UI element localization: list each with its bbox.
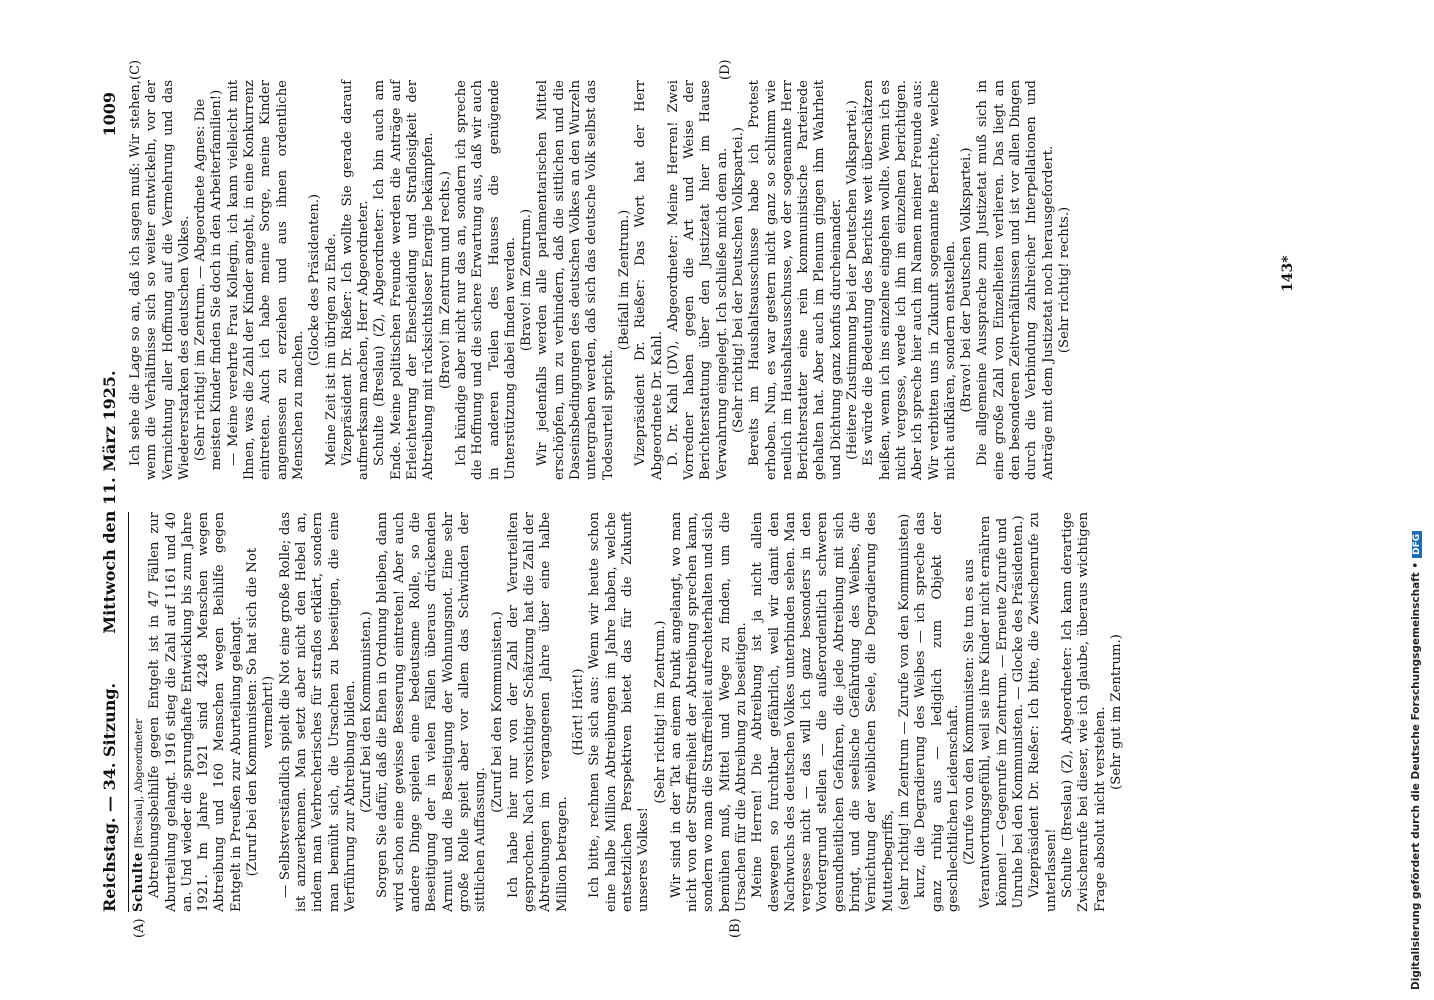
paragraph: Vizepräsident Dr. Rießer: Ich wollte Sie gerade darauf aufmerksam machen, Herr Abgeordneter. (339, 80, 372, 480)
margin-letter-b: (B) (728, 918, 743, 938)
paragraph: (Glocke des Präsidenten.) (307, 193, 323, 367)
left-column-text (147, 512, 1125, 912)
paragraph: — Meine verehrte Frau Kollegin, ich kann vielleicht mit Ihnen, was die Zahl der Kinder angeht, in eine Konkurrenz eintreten. Auch ich habe meine Sorge, meine Kinder angemessen zu erziehen und aus ihnen ordentliche Menschen zu machen. (225, 80, 306, 480)
paragraph: Meine Zeit ist im übrigen zu Ende. (323, 233, 339, 466)
paragraph: (Sehr richtig! im Zentrum. — Abgeordnete Agnes: Die meisten Kinder finden Sie doch in den Arbeiterfamilien!) (193, 89, 225, 471)
digitization-credit (1410, 10, 1430, 990)
paragraph: Vizepräsident Dr. Rießer: Das Wort hat der Herr Abgeordnete Dr. Kahl. (633, 80, 665, 480)
digitization-text: Digitalisierung gefördert durch die Deutsche Forschungsgemeinschaft • (1410, 561, 1422, 990)
paragraph: (Sehr richtig! rechts.) (1056, 206, 1072, 354)
paragraph: Die allgemeine Aussprache zum Justizetat muß sich in eine große Zahl von Einzelheiten verlieren. Das liegt an den besonderen Zeitverhältnissen und ist vor allen Dingen durch die Verbindung zahlreicher Interpellationen und Anträge mit dem Justizetat noch herausgefordert. (975, 80, 1056, 480)
paragraph: Ich bitte, rechnen Sie sich aus: Wenn wir heute schon eine halbe Million Abtreibungen im Jahre haben, welche entsetzlichen Perspektiven bietet das für die Zukunft unseres Volkes! (587, 512, 652, 912)
running-header (100, 92, 126, 912)
paragraph: (Bravo! im Zentrum.) (519, 208, 535, 352)
paragraph: Wir sind in der Tat an einem Punkt angelangt, wo man nicht von der Straffreiheit der Abtreibung sprechen kann, sondern wo man die Straffreiheit aufrechterhalten und sich bemühen muß, Mittel und Wege zu finden, um die Ursachen für die Abtreibung zu beseitigen. (668, 512, 749, 912)
left-column (128, 512, 1125, 912)
paragraph: (Zuruf bei den Kommunisten.) (489, 611, 505, 813)
paragraph: (Beifall im Zentrum.) (616, 209, 632, 351)
paragraph: (Sehr richtig! bei der Deutschen Volkspartei.) (730, 126, 746, 434)
paragraph: Ich kündige aber nicht nur das an, sondern ich spreche die Hoffnung und die sichere Erwartung aus, daß wir auch in anderen Teilen des Hauses die genügende Unterstützung dabei finden werden. (453, 80, 518, 480)
paragraph: Schulte (Breslau) (Z), Abgeordneter: Ich kann derartige Zwischenrufe bei dieser, wie ich glaube, überaus wichtigen Frage absolut nicht verstehen. (1059, 512, 1108, 912)
margin-letter-a: (A) (132, 918, 147, 938)
paragraph: Ich sehe die Lage so an, daß ich sagen muß: Wir stehen, wenn die Verhältnisse sich so weiter entwickeln, vor der Vernichtung aller Hoffnung auf die Vermehrung und das Wiedererstarken des deutschen Volkes. (128, 80, 192, 480)
paragraph: Es würde die Bedeutung des Berichts weit überschätzen heißen, wenn ich ins einzelne eingehen wollte. Wenn ich es nicht vergesse, werde ich ihn im einzelnen berichtigen. Aber ich spreche hier auch im Namen meiner Freunde aus: Wir verbitten uns in Zukunft sogenannte Berichte, welche nicht aufklären, sondern entstellen. (861, 80, 958, 480)
speaker-name: Schulte (131, 852, 146, 912)
paragraph: Meine Herren! Die Abtreibung ist ja nicht allein deswegen so furchtbar gefährlich, weil wir damit den Nachwuchs des deutschen Volkes unterbinden sehen. Man vergesse nicht — das will ich ganz besonders in den Vordergrund stellen — die außerordentlich schweren gesundheitlichen Gefahren, die jede Abtreibung mit sich bringt, und die seelische Gefährdung des Weibes, die Vernichtung der weiblichen Seele, die Degradierung des Mutterbegriffs, (750, 512, 896, 912)
paragraph: D. Dr. Kahl (DV), Abgeordneter: Meine Herren! Zwei Vorredner haben gegen die Art und Weise der Berichterstattung über den Justizetat hier im Hause Verwahrung eingelegt. Ich schließe mich dem an. (665, 80, 730, 480)
paragraph: kurz, die Degradierung des Weibes — ich spreche das ganz ruhig aus — lediglich zum Objekt der geschlechtlichen Leidenschaft. (913, 512, 961, 912)
header-session: Reichstag. — 34. Sitzung. (100, 682, 119, 912)
paragraph: (Bravo! im Zentrum und rechts.) (437, 170, 453, 390)
speaker-note: [Breslau], Abgeordneter (133, 718, 145, 849)
paragraph: Ich habe hier nur von der Zahl der Verurteilten gesprochen. Nach vorsichtiger Schätzung hat die Zahl der Abtreibungen im vergangenen Jahre über eine halbe Million betragen. (505, 512, 570, 912)
paragraph: Sorgen Sie dafür, daß die Ehen in Ordnung bleiben, dann wird schon eine gewisse Besserung eintreten! Aber auch andere Dinge spielen eine bedeutsame Rolle, so die Beseitigung der in vielen Fällen überaus drückenden Armut und die Beseitigung der Wohnungsnot. Eine sehr große Rolle spielt aber vor allem das Schwinden der sittlichen Auffassung. (375, 512, 489, 912)
left-column-speaker-line (131, 512, 147, 912)
paragraph: (Zuruf bei den Kommunisten.) (359, 611, 375, 813)
paragraph: Abtreibungsbeihilfe gegen Entgelt ist in 47 Fällen zur Aburteilung gelangt. 1916 stieg die Zahl auf 1161 und 40 an. Und wieder die sprunghafte Entwicklung bis zum Jahre 1921. Im Jahre 1921 sind 4248 Menschen wegen Abtreibung und 160 Menschen wegen Beihilfe gegen Entgelt in Preußen zur Aburteilung gelangt. (147, 512, 244, 912)
paragraph: (Sehr gut im Zentrum.) (1108, 634, 1124, 790)
paragraph: Bereits im Haushaltsausschusse habe ich Protest erhoben. Nun, es war gestern nicht ganz so schlimm wie neulich im Haushaltsausschusse, wo der sogenannte Herr Berichterstatter eine rein kommunistische Parteirede gehalten hat. Aber auch im Plenum gingen ihm Wahrheit und Dichtung ganz konfus durcheinander. (747, 80, 844, 480)
rotated-page-content (88, 59, 1308, 942)
paragraph: — Selbstverständlich spielt die Not eine große Rolle; das ist anzuerkennen. Man setzt aber nicht den Hebel an, indem man Verbrecherisches für straflos erklärt, sondern man bemüht sich, die Ursachen zu beseitigen, die eine Verführung zur Abtreibung bilden. (277, 512, 358, 912)
header-rule (128, 512, 129, 912)
paragraph: (Zuruf bei den Kommunisten: So hat sich die Not vermehrt!) (245, 547, 277, 877)
paragraph: (Sehr richtig! im Zentrum.) (652, 620, 668, 804)
paragraph: (Hört! Hört!) (571, 668, 587, 756)
sheet-signature: 143* (1280, 255, 1296, 292)
margin-letter-c: (C) (128, 59, 143, 80)
paragraph: (Zurufe von den Kommunisten: Sie tun es aus Verantwortungsgefühl, weil sie ihre Kinder nicht ernähren können! — Gegenrufe im Zentrum. — Erneute Zurufe und Unruhe bei den Kommunisten. — Glocke des Präsidenten.) (962, 515, 1027, 909)
paragraph: Schulte (Breslau) (Z), Abgeordneter: Ich bin auch am Ende. Meine politischen Freunde werden die Anträge auf Erleichterung der Ehescheidung und Straflosigkeit der Abtreibung mit rücksichtsloser Energie bekämpfen. (372, 80, 437, 480)
paragraph: (sehr richtig! im Zentrum — Zurufe von den Kommunisten) (896, 513, 912, 911)
margin-letter-d: (D) (718, 59, 733, 80)
paragraph: (Bravo! bei der Deutschen Volkspartei.) (959, 147, 975, 413)
right-column (128, 80, 1073, 480)
page-number: 1009 (100, 92, 119, 137)
paragraph: Vizepräsident Dr. Rießer: Ich bitte, die Zwischenrufe zu unterlassen! (1027, 512, 1059, 912)
paragraph: Wir jedenfalls werden alle parlamentarischen Mittel erschöpfen, um zu verhindern, daß die sittlichen und die Daseinsbedingungen des deutschen Volkes an den Wurzeln untergraben werden, daß sich das deutsche Volk selbst das Todesurteil spricht. (535, 80, 616, 480)
paragraph: (Heitere Zustimmung bei der Deutschen Volkspartei.) (845, 100, 861, 460)
right-column-text (128, 80, 1073, 480)
header-date: Mittwoch den 11. März 1925. (100, 370, 119, 634)
dfg-logo: DFG (1412, 531, 1422, 558)
